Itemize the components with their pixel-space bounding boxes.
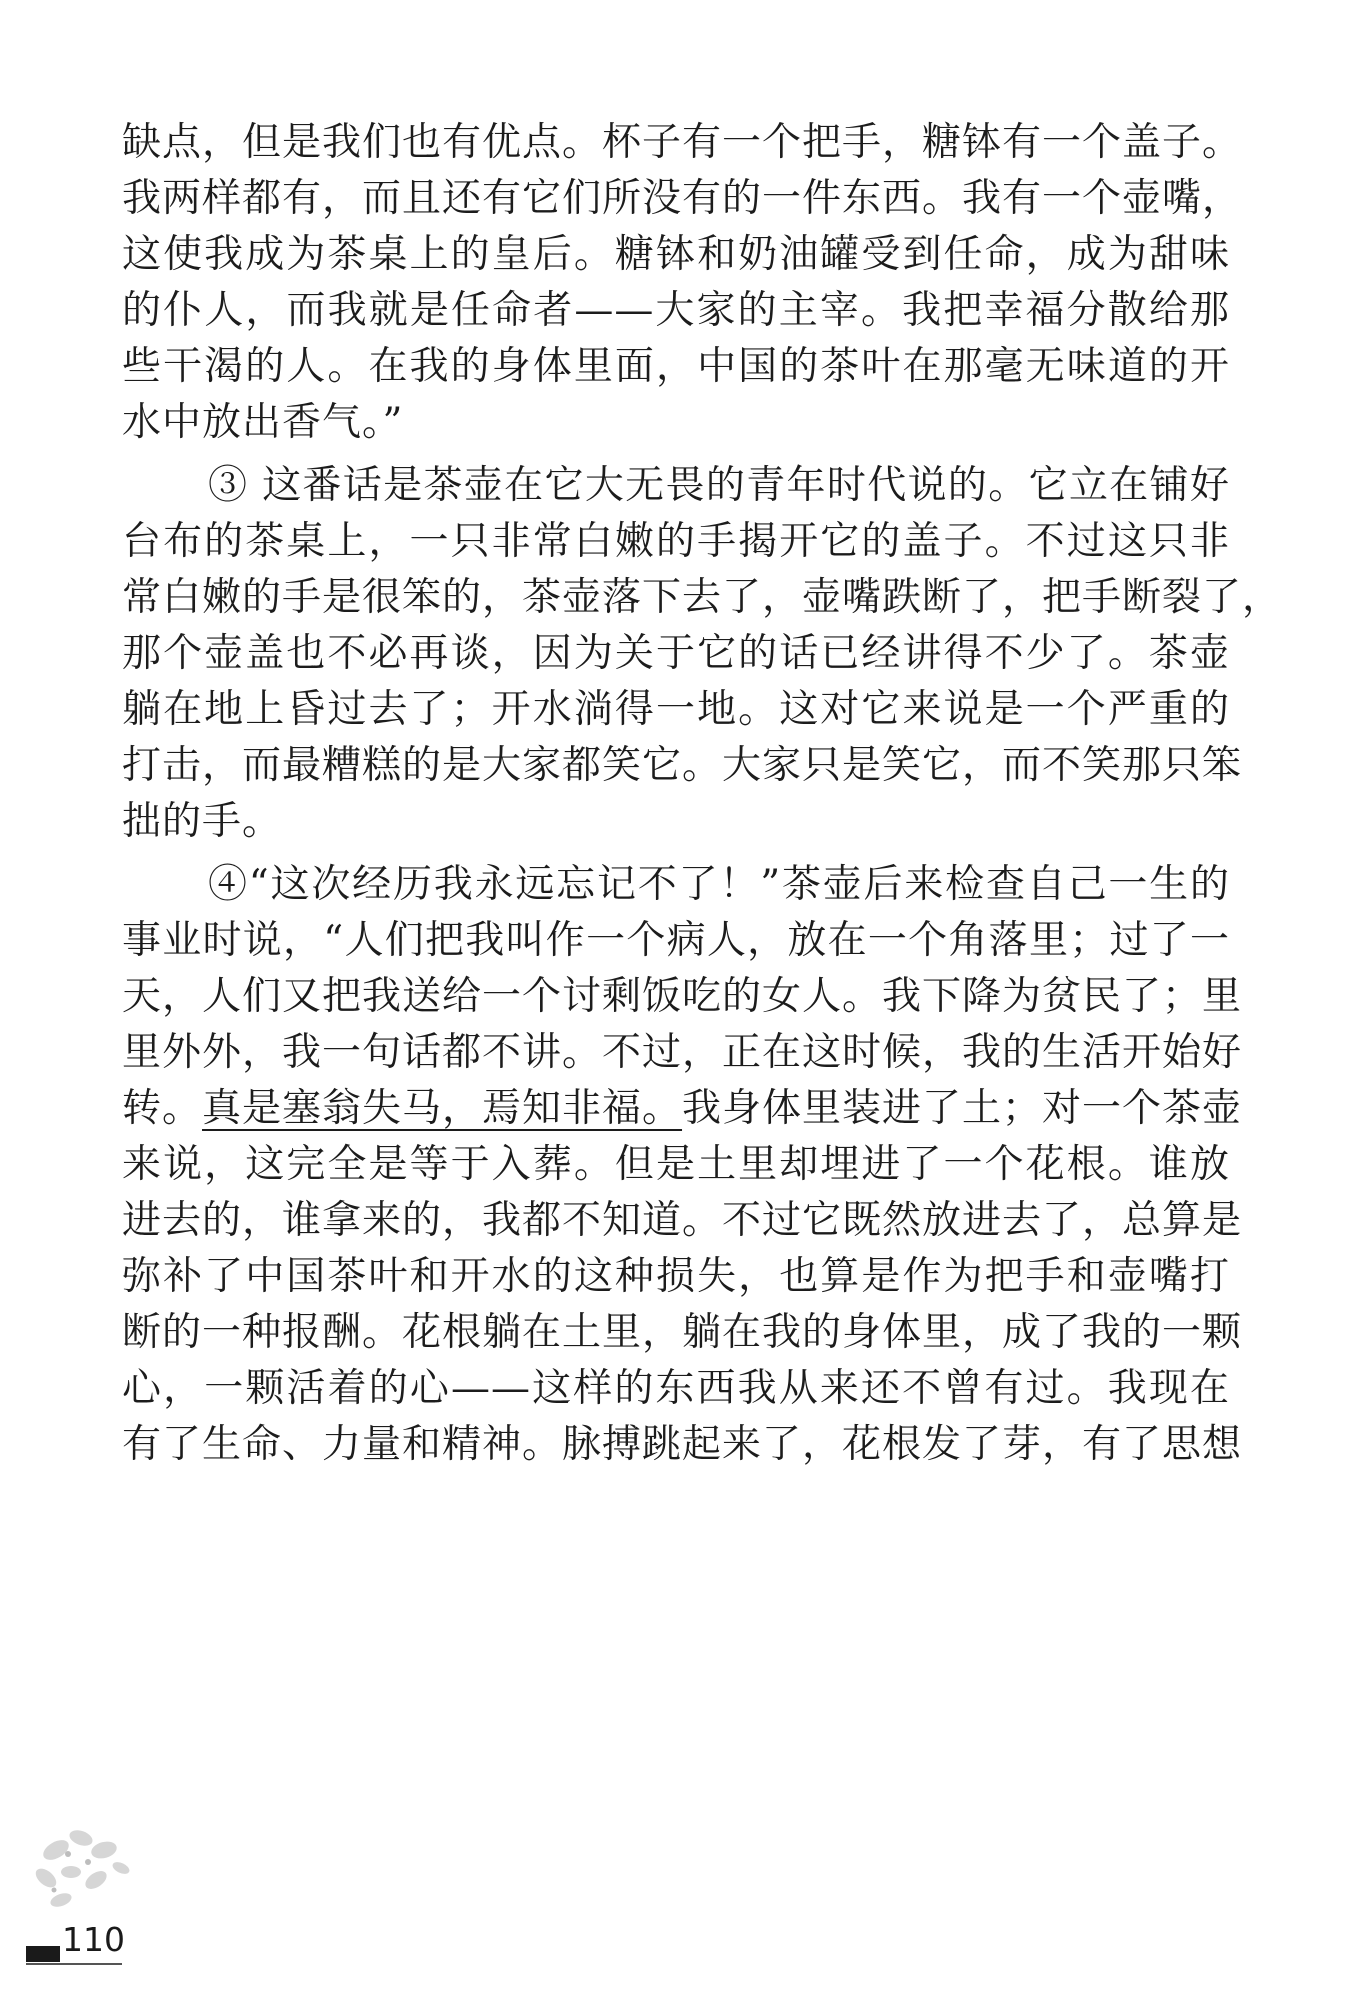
text-line: 来说，这完全是等于入葬。但是土里却埋进了一个花根。谁放 (122, 1142, 1230, 1187)
text-line: 我两样都有，而且还有它们所没有的一件东西。我有一个壶嘴， (122, 176, 1243, 221)
text-line: 里外外，我一句话都不讲。不过，正在这时候，我的生活开始好 (122, 1030, 1243, 1075)
text-line: 打击，而最糟糕的是大家都笑它。大家只是笑它，而不笑那只笨 (122, 743, 1243, 788)
text-line: 有了生命、力量和精神。脉搏跳起来了，花根发了芽，有了思想 (122, 1422, 1243, 1467)
line-pre: 转。 (122, 1086, 203, 1131)
line-post: 我身体里装进了土；对一个茶壶 (682, 1086, 1243, 1131)
text-line: 水中放出香气。” (122, 400, 404, 445)
page-number: 110 (62, 1920, 125, 1959)
text-line: 躺在地上昏过去了；开水淌得一地。这对它来说是一个严重的 (122, 687, 1230, 732)
floral-decoration-icon (26, 1810, 146, 1920)
paragraph-3-start: ③ 这番话是茶壶在它大无畏的青年时代说的。它立在铺好 (208, 463, 1230, 508)
page-number-bar (26, 1946, 60, 1962)
text-line: 进去的，谁拿来的，我都不知道。不过它既然放进去了，总算是 (122, 1198, 1243, 1243)
text-line: 些干渴的人。在我的身体里面，中国的茶叶在那毫无味道的开 (122, 344, 1230, 389)
text-line: 天，人们又把我送给一个讨剩饭吃的女人。我下降为贫民了；里 (122, 974, 1243, 1019)
text-line: 心，一颗活着的心——这样的东西我从来还不曾有过。我现在 (122, 1366, 1230, 1411)
text-line: 的仆人，而我就是任命者——大家的主宰。我把幸福分散给那 (122, 288, 1230, 333)
text-line: 弥补了中国茶叶和开水的这种损失，也算是作为把手和壶嘴打 (122, 1254, 1230, 1299)
paragraph-4-start: ④“这次经历我永远忘记不了！”茶壶后来检查自己一生的 (208, 862, 1230, 907)
underlined-idiom: 真是塞翁失马，焉知非福。 (202, 1086, 683, 1131)
text-line: 事业时说，“人们把我叫作一个病人，放在一个角落里；过了一 (122, 918, 1230, 963)
text-line: 台布的茶桌上，一只非常白嫩的手揭开它的盖子。不过这只非 (122, 519, 1230, 564)
text-line: 拙的手。 (122, 799, 283, 844)
text-line: 断的一种报酬。花根躺在土里，躺在我的身体里，成了我的一颗 (122, 1310, 1243, 1355)
text-line: 缺点，但是我们也有优点。杯子有一个把手，糖钵有一个盖子。 (122, 120, 1243, 165)
text-line: 常白嫩的手是很笨的，茶壶落下去了，壶嘴跌断了，把手断裂了， (122, 575, 1283, 620)
text-line: 那个壶盖也不必再谈，因为关于它的话已经讲得不少了。茶壶 (122, 631, 1230, 676)
text-line: 这使我成为茶桌上的皇后。糖钵和奶油罐受到任命，成为甜味 (122, 232, 1230, 277)
footer-rule (26, 1963, 122, 1965)
